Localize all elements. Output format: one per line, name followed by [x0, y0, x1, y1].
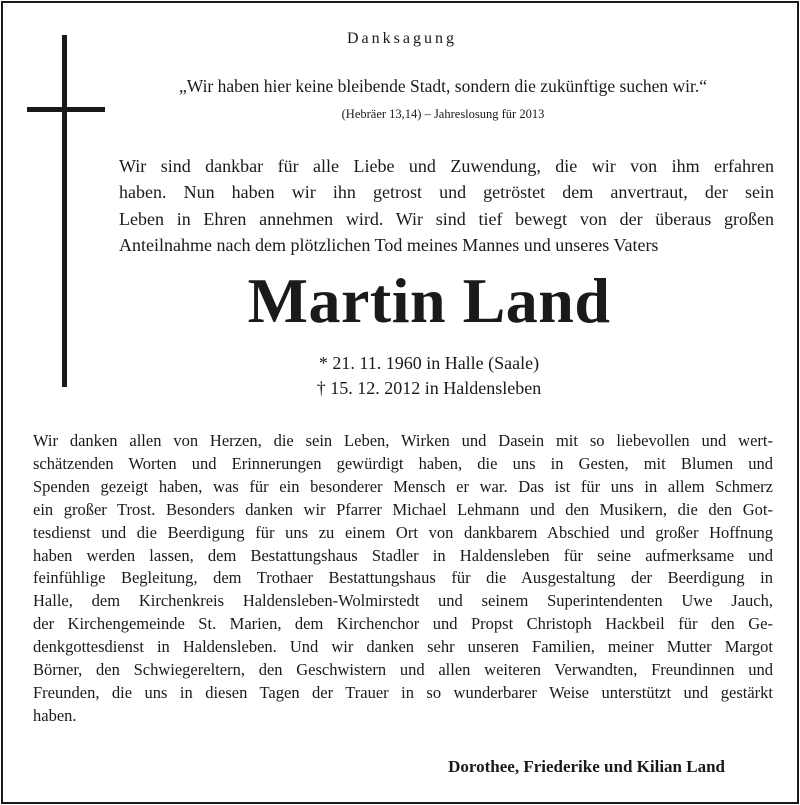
intro-line: Anteilnahme nach dem plötzlichen Tod meines Mannes und unseres Vaters	[119, 234, 659, 255]
thanks-paragraph	[33, 430, 773, 728]
obituary-notice	[1, 1, 799, 804]
body-line: Wir danken allen von Herzen, die sein Leben, Wirken und Dasein mit so liebevollen und wert-	[33, 431, 773, 450]
body-line: tesdienst und die Beerdigung für uns zu einem Ort von dankbarem Abschied und großer Hoffnung	[33, 522, 773, 542]
body-line: haben.	[33, 705, 77, 725]
intro-line: haben. Nun haben wir ihn getrost und getröstet dem anvertraut, der sein	[119, 182, 774, 203]
cross-vertical-bar	[62, 35, 67, 387]
life-dates	[119, 351, 739, 401]
motto-quote: „Wir haben hier keine bleibende Stadt, sondern die zukünftige suchen wir.“	[178, 76, 707, 96]
body-line: Halle, dem Kirchenkreis Haldensleben-Wolmirstedt und seinem Superintendenten Uwe Jauch,	[33, 591, 773, 611]
body-line: schätzenden Worten und Erinnerungen gewürdigt haben, die uns in Gesten, mit Blumen und	[33, 453, 773, 473]
intro-line: Wir sind dankbar für alle Liebe und Zuwendung, die wir von ihm erfahren	[119, 156, 774, 176]
body-line: Freunden, die uns in diesen Tagen der Trauer in so wunderbarer Weise unterstützt und gestärkt	[33, 682, 773, 702]
birth-date: * 21. 11. 1960 in Halle (Saale)	[318, 353, 540, 373]
intro-paragraph	[119, 153, 774, 258]
body-line: feinfühlige Begleitung, dem Trothaer Bestattungshaus für die Ausgestaltung der Beerdigung in	[33, 568, 773, 588]
body-line: haben werden lassen, dem Bestattungshaus Stadler in Haldensleben für seine aufmerksame und	[33, 545, 773, 565]
notice-heading: Danksagung	[347, 30, 457, 47]
body-line: Spenden gezeigt haben, was für ein besonderer Mensch er war. Das ist für uns in allem Schmerz	[33, 476, 773, 496]
death-date: † 15. 12. 2012 in Haldensleben	[316, 378, 542, 398]
deceased-name: Martin Land	[247, 265, 611, 336]
signature: Dorothee, Friederike und Kilian Land	[448, 757, 725, 776]
body-line: der Kirchengemeinde St. Marien, dem Kirchenchor und Propst Christoph Hackbeil für den Ge-	[33, 614, 773, 634]
cross-horizontal-bar	[27, 107, 105, 112]
intro-line: Leben in Ehren annehmen wird. Wir sind tief bewegt von der überaus großen	[119, 208, 774, 229]
motto-source: (Hebräer 13,14) – Jahreslosung für 2013	[341, 107, 545, 121]
body-line: Börner, den Schwiegereltern, den Geschwistern und allen weiteren Verwandten, Freundinnen und	[33, 660, 773, 680]
body-line: denkgottesdienst in Haldensleben. Und wir danken sehr unseren Familien, meiner Mutter Margot	[33, 637, 773, 657]
body-line: ein großer Trost. Besonders danken wir Pfarrer Michael Lehmann und den Musikern, die den Got-	[33, 499, 773, 519]
